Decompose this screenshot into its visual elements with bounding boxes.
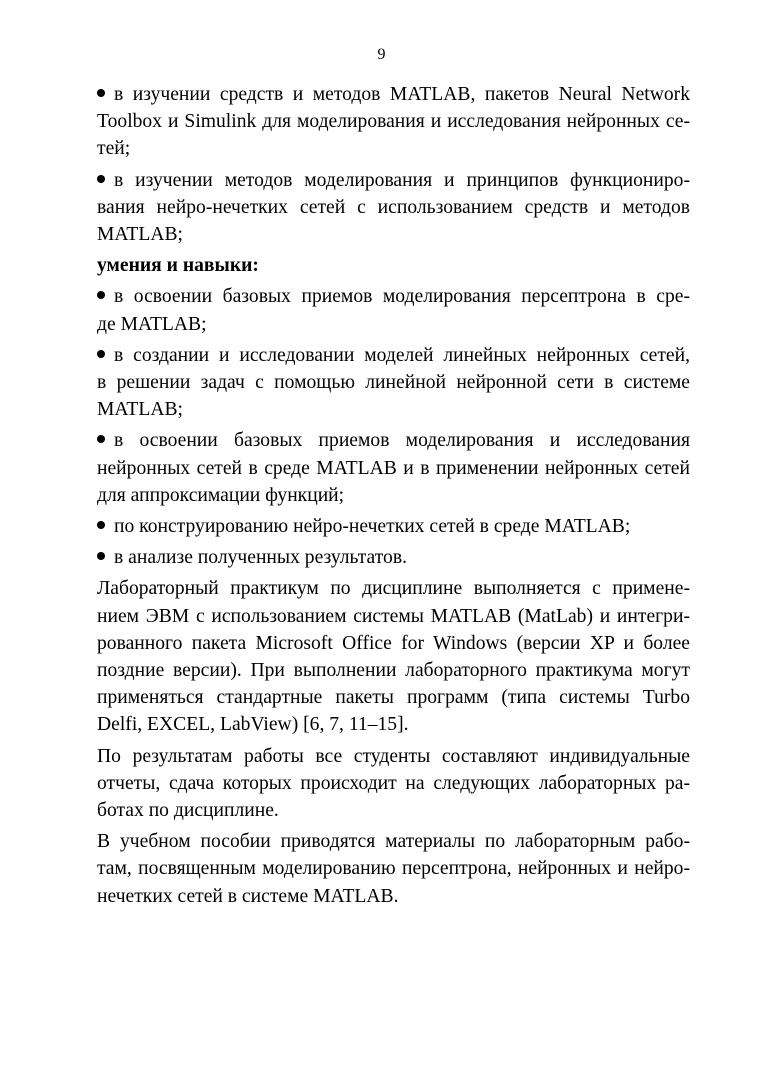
section-subheading bbox=[73, 252, 690, 279]
bullet-dot-icon bbox=[97, 521, 105, 529]
line-text: отчеты, сдача которых происходит на следующих лабораторных ра- bbox=[97, 772, 690, 794]
line-text: ботах по дисциплине. bbox=[97, 800, 279, 822]
text-line bbox=[73, 883, 690, 910]
line-text: нечетких сетей в системе MATLAB. bbox=[97, 885, 399, 907]
text-line bbox=[73, 855, 690, 882]
bullet-dot-icon bbox=[97, 552, 105, 560]
body-paragraph bbox=[73, 575, 690, 738]
text-line bbox=[73, 630, 690, 657]
line-text: MATLAB; bbox=[97, 224, 183, 246]
text-line bbox=[73, 828, 690, 855]
bullet-item bbox=[73, 81, 690, 163]
line-text: поздние версии). При выполнении лабораторного практикума могут bbox=[97, 660, 690, 682]
text-line bbox=[73, 684, 690, 711]
line-text: вания нейро-нечетких сетей с использованием средств и методов bbox=[97, 196, 690, 218]
text-line bbox=[73, 135, 690, 162]
text-line bbox=[73, 108, 690, 135]
bullet-item bbox=[73, 544, 690, 571]
text-line bbox=[73, 427, 690, 454]
line-text: в изучении методов моделирования и принципов функциониро- bbox=[114, 169, 690, 191]
bullet-item bbox=[73, 513, 690, 540]
text-line bbox=[73, 167, 690, 194]
line-text: там, посвященным моделированию персептрона, нейронных и нейро- bbox=[97, 858, 690, 880]
text-line bbox=[73, 657, 690, 684]
line-text: тей; bbox=[97, 138, 131, 160]
text-line bbox=[73, 575, 690, 602]
line-text: применяться стандартные пакеты программ (типа системы Turbo bbox=[97, 687, 690, 709]
text-line bbox=[73, 369, 690, 396]
line-text: в освоении базовых приемов моделирования персептрона в сре- bbox=[114, 286, 690, 308]
bullet-dot-icon bbox=[97, 435, 105, 443]
line-text: по конструированию нейро-нечетких сетей в среде MATLAB; bbox=[114, 516, 631, 538]
line-text: По результатам работы все студенты составляют индивидуальные bbox=[97, 745, 690, 767]
text-line bbox=[73, 455, 690, 482]
bullet-item bbox=[73, 283, 690, 337]
bullet-dot-icon bbox=[97, 89, 105, 97]
text-line bbox=[73, 603, 690, 630]
text-line bbox=[73, 482, 690, 509]
text-line bbox=[73, 743, 690, 770]
bullet-item bbox=[73, 427, 690, 509]
body-paragraph bbox=[73, 743, 690, 825]
line-text: в изучении средств и методов MATLAB, пакетов Neural Network bbox=[114, 84, 690, 105]
line-text: Delfi, EXCEL, LabView) [6, 7, 11–15]. bbox=[97, 714, 409, 736]
line-text: в создании и исследовании моделей линейных нейронных сетей, bbox=[114, 344, 690, 366]
bullet-item bbox=[73, 167, 690, 249]
text-line bbox=[73, 311, 690, 338]
bullet-dot-icon bbox=[97, 350, 105, 358]
body-paragraph bbox=[73, 828, 690, 910]
line-text: в освоении базовых приемов моделирования и исследования bbox=[114, 430, 690, 452]
text-line bbox=[73, 252, 690, 279]
line-text: умения и навыки: bbox=[97, 255, 259, 277]
text-line bbox=[73, 342, 690, 369]
line-text: для аппроксимации функций; bbox=[97, 484, 345, 506]
text-line bbox=[73, 396, 690, 423]
bullet-dot-icon bbox=[97, 175, 105, 183]
page-number: 9 bbox=[377, 46, 386, 63]
line-text: де MATLAB; bbox=[97, 313, 207, 335]
line-text: нейронных сетей в среде MATLAB и в применении нейронных сетей bbox=[97, 457, 690, 479]
line-text: в анализе полученных результатов. bbox=[114, 547, 407, 569]
line-text: В учебном пособии приводятся материалы по лабораторным рабо- bbox=[97, 831, 690, 853]
text-line bbox=[73, 711, 690, 738]
text-line bbox=[73, 221, 690, 248]
text-line bbox=[73, 797, 690, 824]
text-line bbox=[73, 194, 690, 221]
line-text: нием ЭВМ с использованием системы MATLAB (MatLab) и интегри- bbox=[97, 605, 690, 627]
text-line bbox=[73, 770, 690, 797]
text-line bbox=[73, 513, 690, 540]
bullet-dot-icon bbox=[97, 291, 105, 299]
line-text: MATLAB; bbox=[97, 399, 183, 421]
bullet-item bbox=[73, 342, 690, 424]
text-line bbox=[73, 81, 690, 108]
line-text: Лабораторный практикум по дисциплине выполняется с примене- bbox=[97, 578, 690, 600]
document-body bbox=[73, 81, 690, 914]
text-line bbox=[73, 283, 690, 310]
line-text: в решении задач с помощью линейной нейронной сети в системе bbox=[97, 372, 690, 394]
line-text: Toolbox и Simulink для моделирования и исследования нейронных се- bbox=[97, 111, 690, 133]
text-line bbox=[73, 544, 690, 571]
line-text: рованного пакета Microsoft Office for Windows (версии XP и более bbox=[97, 632, 690, 654]
